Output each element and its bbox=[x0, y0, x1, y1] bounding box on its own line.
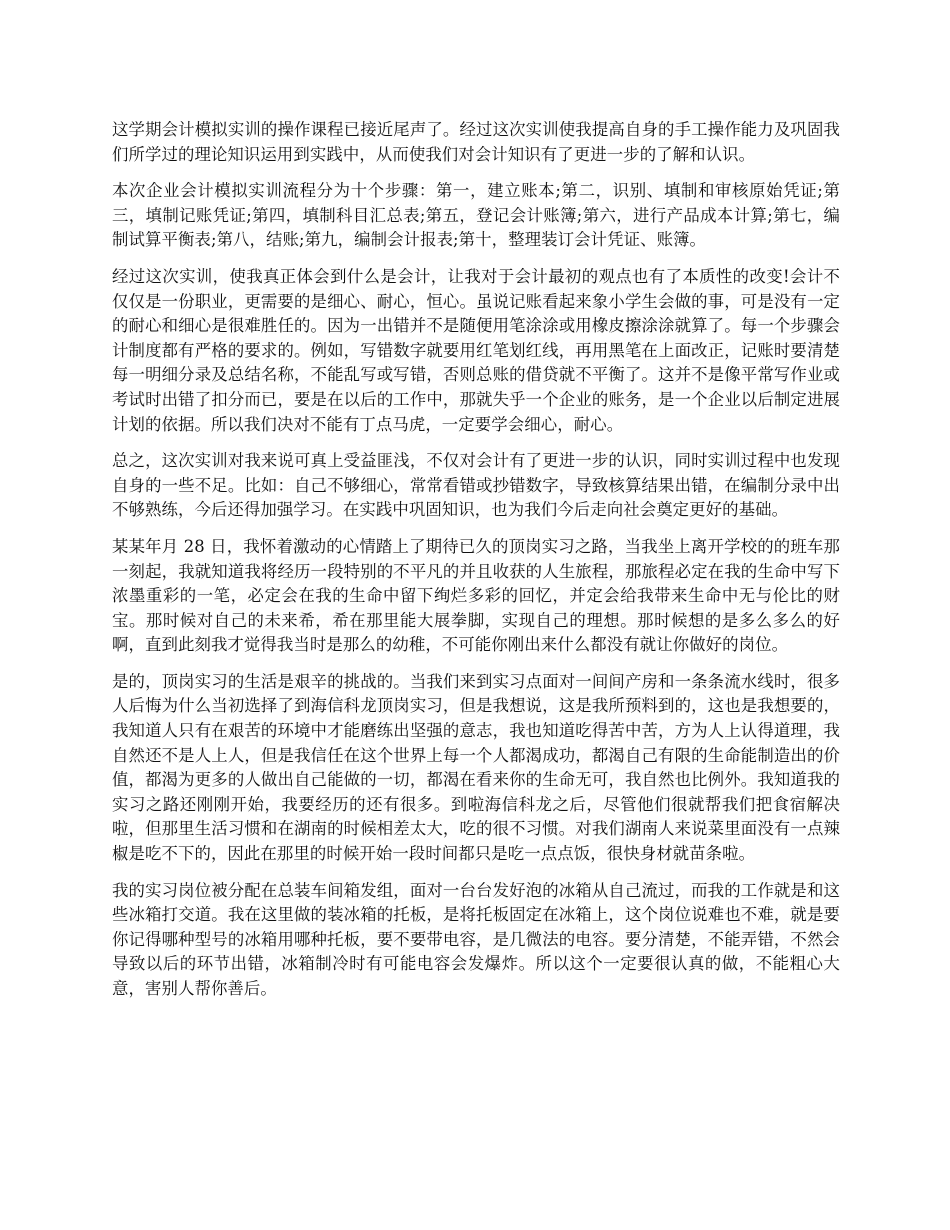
paragraph-3: 经过这次实训，使我真正体会到什么是会计，让我对于会计最初的观点也有了本质性的改变!会计不仅仅是一份职业，更需要的是细心、耐心，恒心。虽说记账看起来象小学生会做的事，可是没有一定的耐心和细心是很难胜任的。因为一出错并不是随便用笔涂涂或用橡皮擦涂涂就算了。每一个步骤会计制度都有严格的要求的。例如，写错数字就要用红笔划红线，再用黑笔在上面改正，记账时要清楚每一明细分录及总结名称，不能乱写或写错，否则总账的借贷就不平衡了。这并不是像平常写作业或考试时出错了扣分而已，要是在以后的工作中，那就失乎一个企业的账务，是一个企业以后制定进展计划的依据。所以我们决对不能有丁点马虎，一定要学会细心，耐心。 bbox=[112, 266, 840, 434]
paragraph-4: 总之，这次实训对我来说可真上受益匪浅，不仅对会计有了更进一步的认识，同时实训过程中也发现自身的一些不足。比如：自己不够细心，常常看错或抄错数字，导致核算结果出错，在编制分录中出不够熟练，今后还得加强学习。在实践中巩固知识，也为我们今后走向社会奠定更好的基础。 bbox=[112, 451, 840, 520]
paragraph-6: 是的，顶岗实习的生活是艰辛的挑战的。当我们来到实习点面对一间间产房和一条条流水线时，很多人后悔为什么当初选择了到海信科龙顶岗实习，但是我想说，这是我所预料到的，这也是我想要的，我知道人只有在艰苦的环境中才能磨练出坚强的意志，我也知道吃得苦中苦，方为人上认得道理，我自然还不是人上人，但是我信任在这个世界上每一个人都渴成功，都渴自己有限的生命能制造出的价值，都渴为更多的人做出自己能做的一切，都渴在看来你的生命无可，我自然也比例外。我知道我的实习之路还刚刚开始，我要经历的还有很多。到啦海信科龙之后，尽管他们很就帮我们把食宿解决啦，但那里生活习惯和在湖南的时候相差太大，吃的很不习惯。对我们湖南人来说菜里面没有一点辣椒是吃不下的，因此在那里的时候开始一段时间都只是吃一点点饭，很快身材就苗条啦。 bbox=[112, 671, 840, 864]
paragraph-1: 这学期会计模拟实训的操作课程已接近尾声了。经过这次实训使我提高自身的手工操作能力及巩固我们所学过的理论知识运用到实践中，从而使我们对会计知识有了更进一步的了解和认识。 bbox=[112, 120, 840, 164]
document-page bbox=[112, 118, 840, 1014]
paragraph-2: 本次企业会计模拟实训流程分为十个步骤：第一，建立账本;第二，识别、填制和审核原始凭证;第三，填制记账凭证;第四，填制科目汇总表;第五，登记会计账簿;第六，进行产品成本计算;第七，编制试算平衡表;第八，结账;第九，编制会计报表;第十，整理装订会计凭证、账簿。 bbox=[112, 181, 840, 250]
paragraph-7: 我的实习岗位被分配在总装车间箱发组，面对一台台发好泡的冰箱从自己流过，而我的工作就是和这些冰箱打交道。我在这里做的装冰箱的托板，是将托板固定在冰箱上，这个岗位说难也不难，就是要你记得哪种型号的冰箱用哪种托板，要不要带电容，是几微法的电容。要分清楚，不能弄错，不然会导致以后的环节出错，冰箱制冷时有可能电容会发爆炸。所以这个一定要很认真的做，不能粗心大意，害别人帮你善后。 bbox=[112, 880, 840, 998]
paragraph-5: 某某年月 28 日，我怀着激动的心情踏上了期待已久的顶岗实习之路，当我坐上离开学校的的班车那一刻起，我就知道我将经历一段特别的不平凡的并且收获的人生旅程，那旅程必定在我的生命中写下浓墨重彩的一笔，必定会在我的生命中留下绚烂多彩的回忆，并定会给我带来生命中无与伦比的财宝。那时候对自己的未来希，希在那里能大展拳脚，实现自己的理想。那时候想的是多么多么的好啊，直到此刻我才觉得我当时是那么的幼稚，不可能你刚出来什么都没有就让你做好的岗位。 bbox=[112, 536, 840, 655]
